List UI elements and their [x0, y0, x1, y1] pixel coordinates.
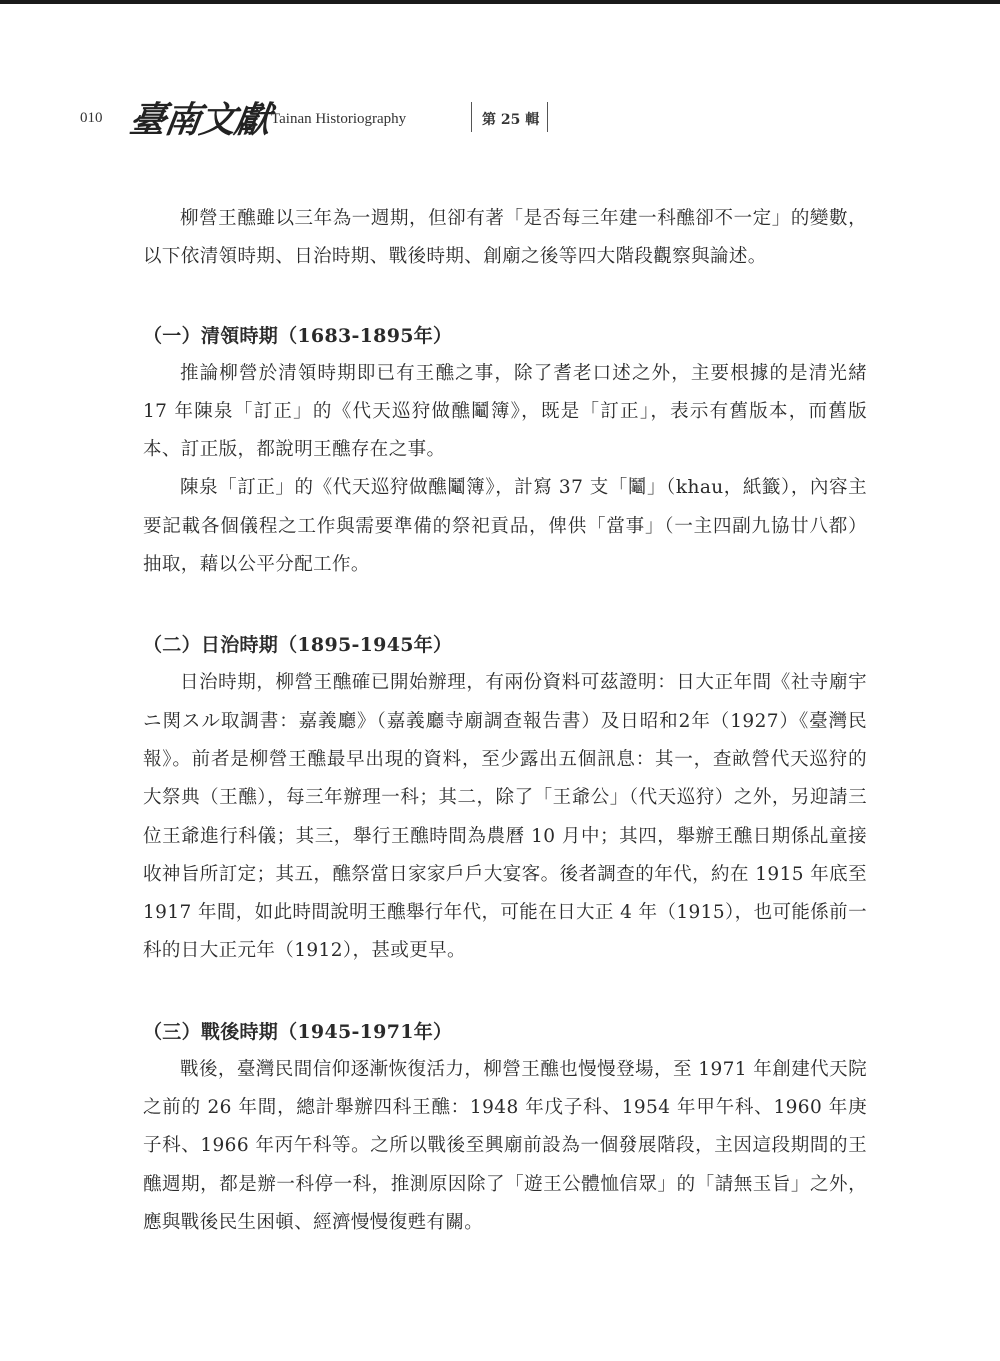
journal-title-english: Tainan Historiography: [271, 111, 407, 127]
body-paragraph: 戰後，臺灣民間信仰逐漸恢復活力，柳營王醮也慢慢登場，至 1971 年創建代天院之前的 26 年間，總計舉辦四科王醮：1948 年戊子科、1954 年甲午科、1960 年庚子科、1966 年丙午科等。之所以戰後至興廟前設為一個發展階段，主因這段期間的王醮週期，都是辦一科停一科，推測原因除了「遊王公體恤信眾」的「請無玉旨」之外，應與戰後民生困頓、經濟慢慢復甦有關。: [143, 1058, 867, 1233]
top-border-rule: [0, 0, 1000, 4]
article-body: [143, 200, 867, 1242]
body-paragraph: 日治時期，柳營王醮確已開始辦理，有兩份資料可茲證明：日大正年間《社寺廟宇ニ関スル取調書：嘉義廳》（嘉義廳寺廟調查報告書）及日昭和2年（1927）《臺灣民報》。前者是柳營王醮最早出現的資料，至少露出五個訊息：其一，查畝營代天巡狩的大祭典（王醮），每三年辦理一科；其二，除了「王爺公」（代天巡狩）之外，另迎請三位王爺進行科儀；其三，舉行王醮時間為農曆 10 月中；其四，舉辦王醮日期係乩童接收神旨所訂定；其五，醮祭當日家家戶戶大宴客。後者調查的年代，約在 1915 年底至 1917 年間，如此時間說明王醮舉行年代，可能在日大正 4 年（1915），也可能係前一科的日大正元年（1912），甚或更早。: [143, 672, 867, 962]
issue-number: 第 25 輯: [482, 112, 540, 128]
running-header: [80, 92, 900, 144]
spacer: [143, 277, 867, 317]
body-paragraph: 陳泉「訂正」的《代天巡狩做醮鬮簿》，計寫 37 支「鬮」（khau，紙籤），內容主要記載各個儀程之工作與需要準備的祭祀貢品，俾供「當事」（一主四副九協廿八都）抽取，藉以公平分配工作。: [143, 477, 867, 576]
section-heading-japanese: （二）日治時期（1895-1945年）: [143, 634, 453, 657]
section-heading-qing: （一）清領時期（1683-1895年）: [143, 324, 453, 347]
body-paragraph: 推論柳營於清領時期即已有王醮之事，除了耆老口述之外，主要根據的是清光緒 17 年陳泉「訂正」的《代天巡狩做醮鬮簿》，既是「訂正」，表示有舊版本，而舊版本、訂正版，都說明王醮存在之事。: [143, 362, 867, 461]
spacer: [143, 584, 867, 626]
section-heading-postwar: （三）戰後時期（1945-1971年）: [143, 1020, 453, 1043]
spacer: [143, 971, 867, 1013]
journal-logo: 臺南文獻: [126, 99, 273, 141]
page-number: 010: [80, 110, 103, 126]
intro-paragraph: 柳營王醮雖以三年為一週期，但卻有著「是否每三年建一科醮卻不一定」的變數，以下依清領時期、日治時期、戰後時期、創廟之後等四大階段觀察與論述。: [143, 208, 867, 268]
header-divider: [547, 102, 548, 132]
header-divider: [471, 102, 472, 132]
